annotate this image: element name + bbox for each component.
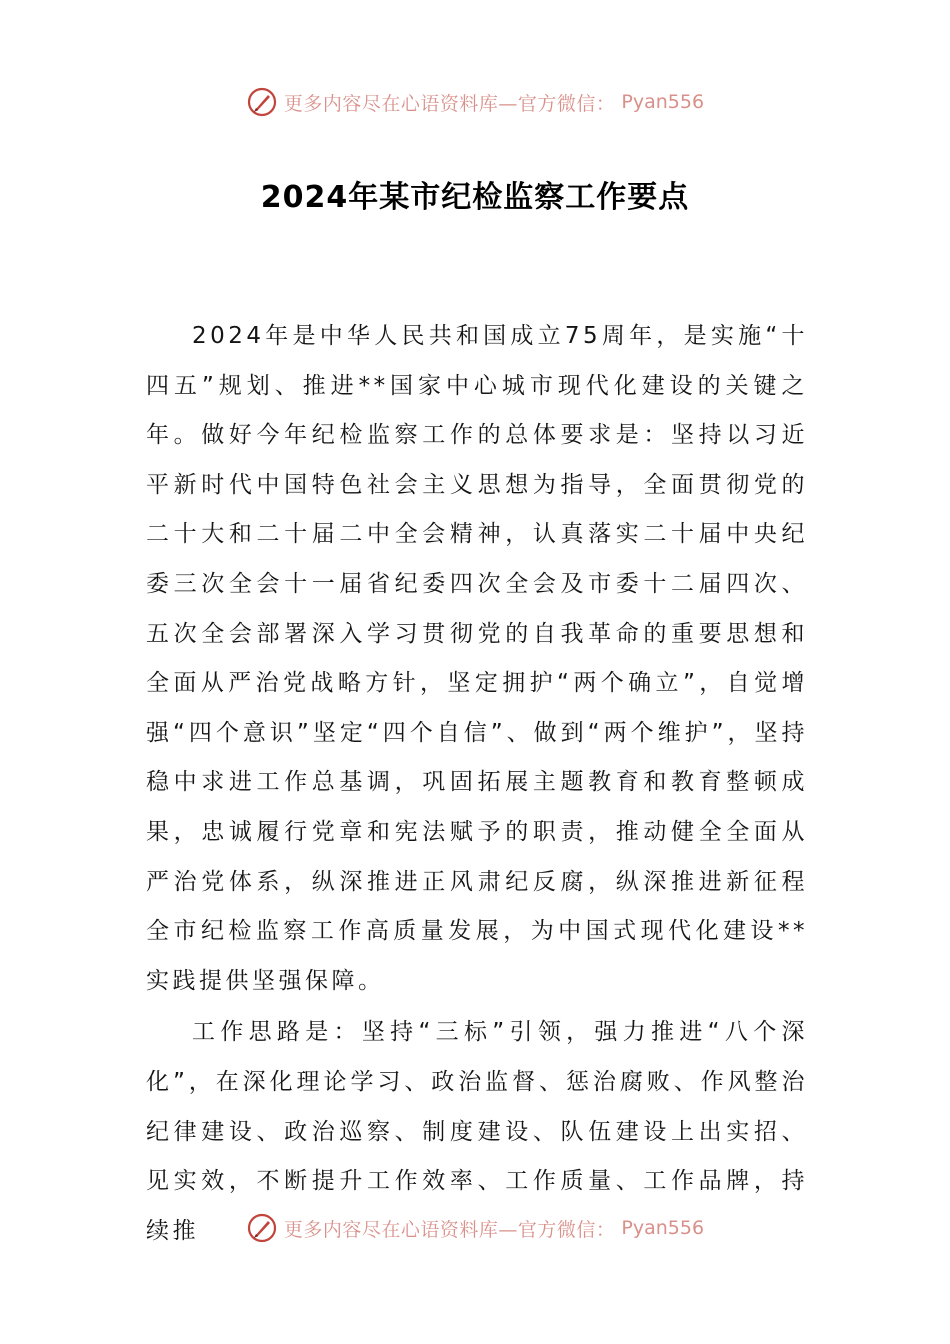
header-watermark (0, 86, 950, 118)
document-title: 2024年某市纪检监察工作要点 (260, 180, 690, 215)
watermark-wechat-id: Pyan556 (621, 91, 705, 113)
body-paragraph: 2024年是中华人民共和国成立75周年，是实施“十四五”规划、推进**国家中心城市现代化建设的关键之年。做好今年纪检监察工作的总体要求是：坚持以习近平新时代中国特色社会主义思想为指导，全面贯彻党的二十大和二十届二中全会精神，认真落实二十届中央纪委三次全会十一届省纪委四次全会及市委十二届四次、五次全会部署深入学习贯彻党的自我革命的重要思想和全面从严治党战略方针，坚定拥护“两个确立”，自觉增强“四个意识”坚定“四个自信”、做到“两个维护”，坚持稳中求进工作总基调，巩固拓展主题教育和教育整顿成果，忠诚履行党章和宪法赋予的职责，推动健全全面从严治党体系，纵深推进正风肃纪反腐，纵深推进新征程全市纪检监察工作高质量发展，为中国式现代化建设**实践提供坚强保障。 (146, 323, 808, 994)
footer-watermark (0, 1212, 950, 1244)
quill-pen-icon (246, 1212, 278, 1244)
document-body (146, 312, 808, 1258)
watermark-wechat-id: Pyan556 (621, 1217, 705, 1239)
watermark-text: 更多内容尽在心语资料库—官方微信： (283, 92, 616, 115)
quill-pen-icon (246, 86, 278, 118)
watermark-text: 更多内容尽在心语资料库—官方微信： (283, 1218, 616, 1241)
body-paragraph: 工作思路是：坚持“三标”引领，强力推进“八个深化”，在深化理论学习、政治监督、惩治腐败、作风整治纪律建设、政治巡察、制度建设、队伍建设上出实招、见实效，不断提升工作效率、工作质量、工作品牌，持续推 (146, 1019, 808, 1244)
